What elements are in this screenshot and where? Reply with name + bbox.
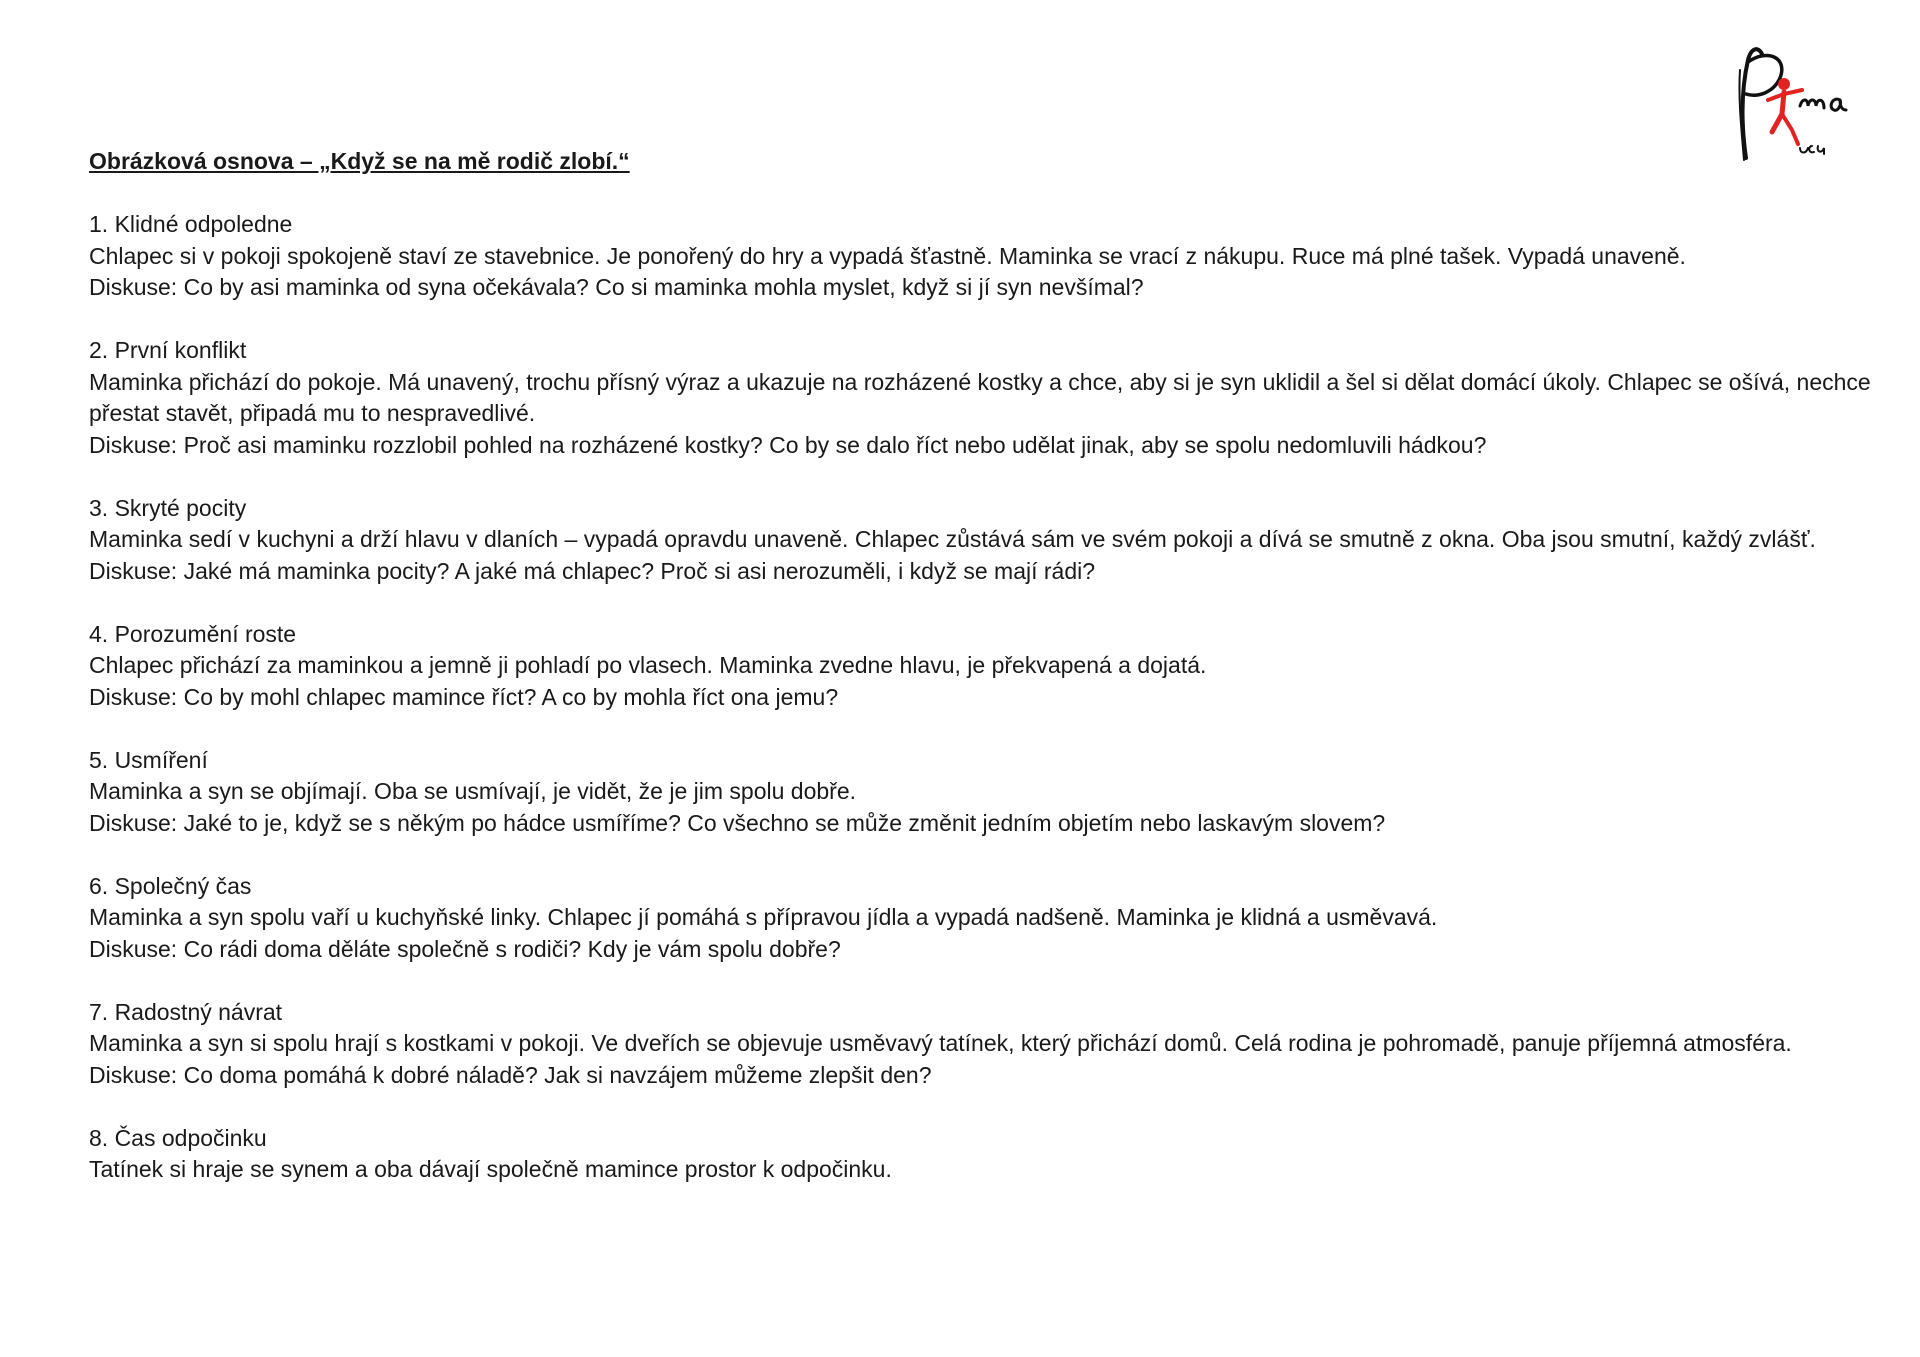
- section-2: [89, 335, 1889, 461]
- section-1: [89, 209, 1889, 304]
- section-discussion: Diskuse: Jaké má maminka pocity? A jaké má chlapec? Proč si asi nerozuměli, i když se mají rádi?: [89, 557, 1096, 584]
- section-heading: 2. První konflikt: [89, 337, 247, 363]
- section-description: Maminka a syn spolu vaří u kuchyňské linky. Chlapec jí pomáhá s přípravou jídla a vypadá nadšeně. Maminka je klidná a usměvavá.: [89, 904, 1438, 930]
- section-heading: 5. Usmíření: [89, 746, 208, 773]
- section-heading: 8. Čas odpočinku: [89, 1124, 267, 1151]
- section-description: Chlapec přichází za maminkou a jemně ji pohladí po vlasech. Maminka zvedne hlavu, je překvapená a dojatá.: [89, 652, 1207, 678]
- section-5: [89, 745, 1889, 840]
- section-description: Tatínek si hraje se synem a oba dávají společně mamince prostor k odpočinku.: [89, 1156, 892, 1182]
- section-discussion: Diskuse: Co by mohl chlapec mamince říct? A co by mohla říct ona jemu?: [89, 683, 839, 710]
- section-discussion: Diskuse: Co doma pomáhá k dobré náladě? Jak si navzájem můžeme zlepšit den?: [89, 1061, 932, 1088]
- section-discussion: Diskuse: Co rádi doma děláte společně s rodiči? Kdy je vám spolu dobře?: [89, 935, 841, 962]
- section-7: [89, 997, 1889, 1092]
- section-3: [89, 493, 1889, 588]
- section-discussion: Diskuse: Co by asi maminka od syna očekávala? Co si maminka mohla myslet, když si jí syn nevšímal?: [89, 274, 1144, 300]
- section-heading: 3. Skryté pocity: [89, 494, 247, 521]
- section-description: Maminka přichází do pokoje. Má unavený, trochu přísný výraz a ukazuje na rozházené kostky a chce, aby si je syn uklidil a šel si dělat domácí úkoly. Chlapec se ošívá, nechce přestat stavět, připadá mu to nespravedlivé.: [89, 368, 1871, 426]
- section-discussion: Diskuse: Proč asi maminku rozzlobil pohled na rozházené kostky? Co by se dalo říct nebo udělat jinak, aby se spolu nedomluvili hádkou?: [89, 431, 1487, 458]
- section-discussion: Diskuse: Jaké to je, když se s někým po hádce usmíříme? Co všechno se může změnit jedním objetím nebo laskavým slovem?: [89, 809, 1386, 836]
- document-title: Obrázková osnova – „Když se na mě rodič zlobí.“: [89, 148, 630, 174]
- section-6: [89, 871, 1889, 966]
- section-heading: 6. Společný čas: [89, 872, 252, 899]
- section-8: [89, 1123, 1889, 1186]
- section-description: Chlapec si v pokoji spokojeně staví ze stavebnice. Je ponořený do hry a vypadá šťastně. Maminka se vrací z nákupu. Ruce má plné tašek. Vypadá unaveně.: [89, 242, 1686, 269]
- section-heading: 1. Klidné odpoledne: [89, 211, 293, 237]
- section-heading: 4. Porozumění roste: [89, 620, 297, 647]
- section-description: Maminka sedí v kuchyni a drží hlavu v dlaních – vypadá opravdu unaveně. Chlapec zůstává sám ve svém pokoji a dívá se smutně z okna. Oba jsou smutní, každý zvlášť.: [89, 526, 1816, 552]
- section-heading: 7. Radostný návrat: [89, 998, 283, 1025]
- document-content: [89, 146, 1889, 1217]
- section-description: Maminka a syn se objímají. Oba se usmívají, je vidět, že je jim spolu dobře.: [89, 778, 856, 804]
- section-description: Maminka a syn si spolu hrají s kostkami v pokoji. Ve dveřích se objevuje usměvavý tatínek, který přichází domů. Celá rodina je pohromadě, panuje příjemná atmosféra.: [89, 1030, 1792, 1056]
- section-4: [89, 619, 1889, 714]
